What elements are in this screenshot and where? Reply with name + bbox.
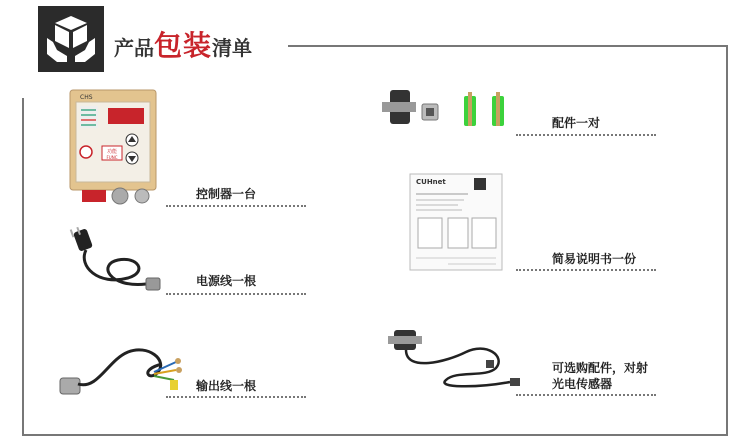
item-label-output-cable: 输出线一根 (196, 379, 257, 393)
leader-dots (166, 396, 306, 398)
title-part2: 清单 (212, 36, 253, 60)
item-label-controller: 控制器一台 (196, 187, 257, 201)
item-label-sensor-line2: 光电传感器 (552, 377, 613, 391)
item-label-accessories: 配件一对 (552, 116, 601, 130)
package-handling-icon (38, 6, 104, 72)
output-cable-image (58, 340, 188, 402)
item-label-manual: 简易说明书一份 (552, 252, 637, 266)
power-cable-image (68, 226, 168, 296)
manual-image (408, 172, 504, 272)
sensor-cable-image (386, 322, 526, 394)
title-emphasis: 包装 (154, 29, 213, 62)
item-label-sensor-line1: 可选购配件，对射 (552, 361, 649, 375)
func-button-sublabel: FUNC (106, 155, 118, 160)
item-label-sensor (552, 360, 648, 392)
accessories-image (380, 86, 516, 136)
page-title (114, 24, 252, 64)
leader-dots (166, 205, 306, 207)
leader-dots (516, 394, 656, 396)
controller-brand: CHS (80, 94, 93, 101)
title-part1: 产品 (114, 36, 154, 60)
controller-image (68, 88, 158, 206)
leader-dots (166, 293, 306, 295)
manual-brand: CUHnet (416, 178, 446, 186)
func-button-label: 功能 (106, 149, 118, 155)
title-rule (288, 45, 728, 47)
item-label-power-cable: 电源线一根 (196, 274, 257, 288)
leader-dots (516, 134, 656, 136)
leader-dots (516, 269, 656, 271)
frame-edge (726, 45, 728, 100)
